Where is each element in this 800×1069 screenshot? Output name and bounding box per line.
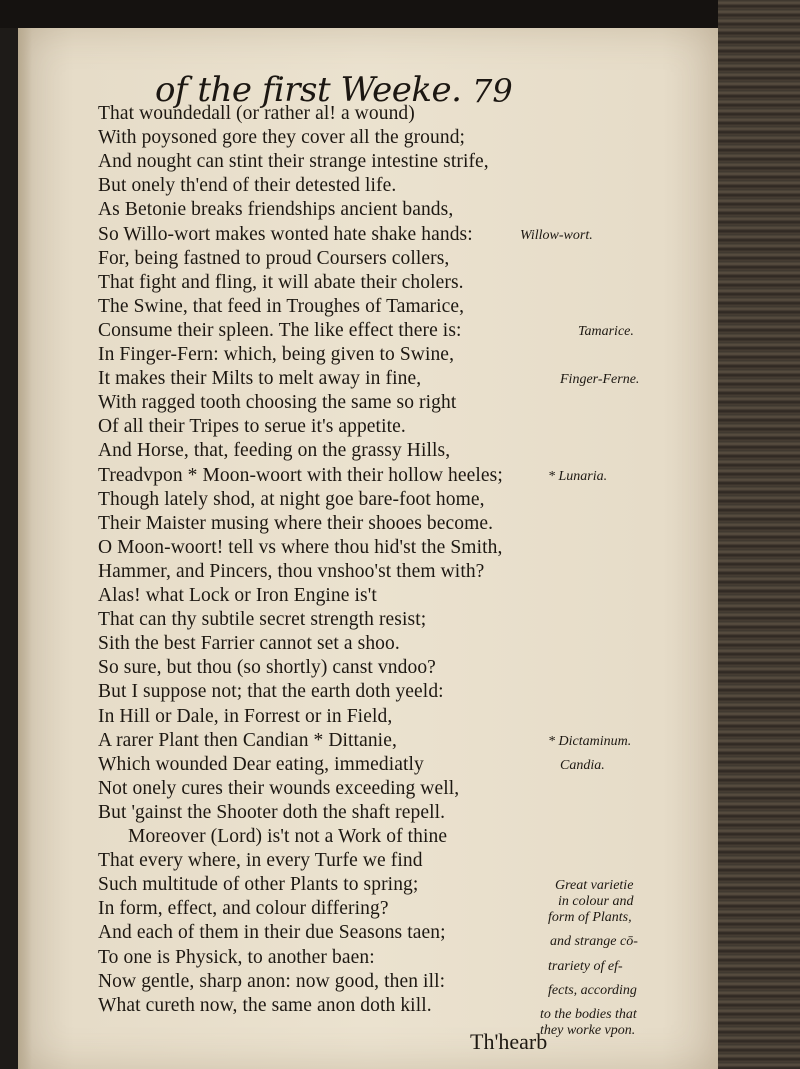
verse-line: The Swine, that feed in Troughes of Tamarice, xyxy=(98,295,465,317)
verse-line: Hammer, and Pincers, thou vnshoo'st them with? xyxy=(98,560,485,582)
margin-note: to the bodies that xyxy=(540,1006,637,1022)
verse-line: As Betonie breaks friendships ancient bands, xyxy=(98,199,454,221)
verse-line: In Finger-Fern: which, being given to Swine, xyxy=(98,344,455,365)
margin-note: fects, according xyxy=(548,982,637,998)
verse-line: But 'gainst the Shooter doth the shaft repell. xyxy=(98,801,446,823)
margin-note: and strange cō- xyxy=(550,934,638,950)
verse-line: So sure, but thou (so shortly) canst vndoo? xyxy=(98,657,436,679)
running-head: of the first Weeke. xyxy=(155,70,462,110)
margin-note: they worke vpon. xyxy=(540,1022,636,1038)
verse-line: That fight and fling, it will abate their cholers. xyxy=(98,271,464,293)
verse-line: Sith the best Farrier cannot set a shoo. xyxy=(98,633,400,655)
margin-note: * Dictaminum. xyxy=(548,733,632,749)
verse-line: Though lately shod, at night goe bare-foot home, xyxy=(98,488,485,510)
verse-line: Such multitude of other Plants to spring; xyxy=(98,874,419,896)
verse-line: It makes their Milts to melt away in fine, xyxy=(98,368,422,390)
catchword: Th'hearb xyxy=(470,1028,548,1054)
margin-note: Candia. xyxy=(560,757,605,773)
verse-line: That every where, in every Turfe we find xyxy=(98,850,423,872)
verse-line: Consume their spleen. The like effect there is: xyxy=(98,319,462,341)
margin-note: Tamarice. xyxy=(578,323,634,339)
verse-line: A rarer Plant then Candian * Dittanie, xyxy=(98,729,397,751)
verse-line: O Moon-woort! tell vs where thou hid'st the Smith, xyxy=(98,536,503,558)
verse-line: But onely th'end of their detested life. xyxy=(98,175,397,197)
margin-note: trariety of ef- xyxy=(548,958,623,974)
verse-line: To one is Physick, to another baen: xyxy=(98,946,375,968)
verse-line: That can thy subtile secret strength resist; xyxy=(98,609,427,631)
verse-line: Moreover (Lord) is't not a Work of thine xyxy=(128,826,448,847)
verse-line: Now gentle, sharp anon: now good, then ill: xyxy=(98,970,446,992)
margin-note: Great varietie xyxy=(555,878,634,894)
margin-note: in colour and xyxy=(558,894,634,910)
verse-line: And Horse, that, feeding on the grassy Hills, xyxy=(98,440,451,462)
verse-line: With ragged tooth choosing the same so right xyxy=(98,392,457,414)
verse-line: Which wounded Dear eating, immediatly xyxy=(98,753,424,775)
margin-note: * Lunaria. xyxy=(548,468,608,484)
verse-line: Alas! what Lock or Iron Engine is't xyxy=(98,585,377,606)
verse-line: With poysoned gore they cover all the ground; xyxy=(98,127,466,149)
verse-line: But I suppose not; that the earth doth yeeld: xyxy=(98,681,444,703)
margin-note: Willow-wort. xyxy=(520,227,593,243)
verse-line: In form, effect, and colour differing? xyxy=(98,898,389,920)
verse-line: And each of them in their due Seasons taen; xyxy=(98,922,446,944)
margin-note: form of Plants, xyxy=(548,910,632,926)
verse-line: That woundedall (or rather al! a wound) xyxy=(98,103,415,124)
verse-line: So Willo-wort makes wonted hate shake hands: xyxy=(98,223,473,245)
verse-line: Their Maister musing where their shooes become. xyxy=(98,512,494,534)
verse-line: What cureth now, the same anon doth kill. xyxy=(98,994,432,1016)
verse-line: For, being fastned to proud Coursers collers, xyxy=(98,247,450,269)
verse-line: Treadvpon * Moon-woort with their hollow heeles; xyxy=(98,464,503,486)
verse-line: Of all their Tripes to serue it's appetite. xyxy=(98,416,406,438)
page-number: 79 xyxy=(472,72,513,110)
margin-note: Finger-Ferne. xyxy=(560,372,640,388)
verse-line: In Hill or Dale, in Forrest or in Field, xyxy=(98,705,393,727)
verse-line: And nought can stint their strange intestine strife, xyxy=(98,151,489,173)
verse-line: Not onely cures their wounds exceeding well, xyxy=(98,777,460,799)
